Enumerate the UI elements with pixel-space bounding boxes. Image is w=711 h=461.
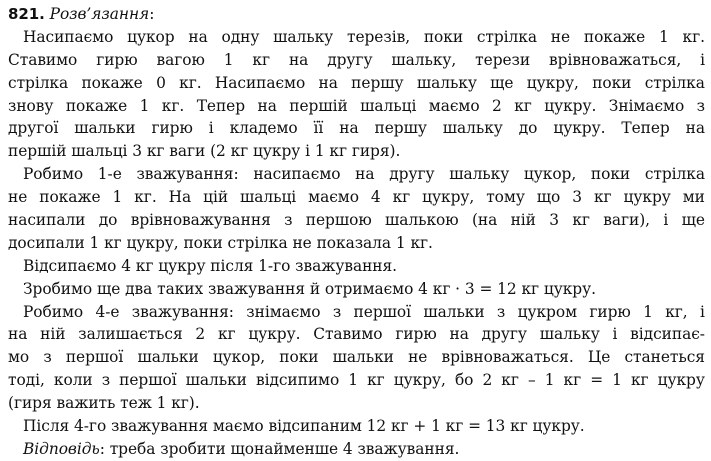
problem-header xyxy=(8,3,705,26)
text-line-last: першій шальці 3 кг ваги (2 кг цукру і 1 кг гиря). xyxy=(8,142,401,161)
text-line: Робимо 1-е зважування: насипаємо на другу шальку цукор, поки стрілка xyxy=(23,165,705,184)
text-line: не покаже 1 кг. На цій шальці маємо 4 кг цукру, тому що 3 кг цукру ми xyxy=(8,188,705,207)
text-line: насипали до врівноважування з першою шалькою (на ній 3 кг ваги), і ще xyxy=(8,211,705,230)
paragraph-2 xyxy=(8,163,705,255)
solution-heading: Розв’язання xyxy=(49,5,150,23)
paragraph-1 xyxy=(8,26,705,163)
text-line: знову покаже 1 кг. Тепер на першій шальці маємо 2 кг цукру. Знімаємо з xyxy=(8,96,705,115)
text-line-last: (гиря важить теж 1 кг). xyxy=(8,394,200,413)
text-line-last: Відсипаємо 4 кг цукру після 1-го зважування. xyxy=(23,256,397,275)
problem-number: 821. xyxy=(8,5,45,23)
text-line-last: досипали 1 кг цукру, поки стрілка не показала 1 кг. xyxy=(8,233,433,252)
text-line: другої шальки гирю і кладемо її на першу шальку до цукру. Тепер на xyxy=(8,119,705,138)
paragraph-5 xyxy=(8,301,705,415)
text-line: Робимо 4-е зважування: знімаємо з першої шальки з цукром гирю 1 кг, і xyxy=(23,302,705,321)
solution-document xyxy=(8,3,705,461)
answer-line xyxy=(8,438,705,461)
text-line: на ній залишається 2 кг цукру. Ставимо гирю на другу шальку і відсипає- xyxy=(8,325,705,344)
solution-heading-colon: : xyxy=(149,5,155,23)
answer-label: Відповідь xyxy=(23,439,100,458)
text-line: Насипаємо цукор на одну шальку терезів, поки стрілка не покаже 1 кг. xyxy=(23,27,705,46)
paragraph-6 xyxy=(8,415,705,438)
text-line-last: Зробимо ще два таких зважування й отримаємо 4 кг · 3 = 12 кг цукру. xyxy=(23,279,596,298)
answer-text: : треба зробити щонайменше 4 зважування. xyxy=(99,439,460,458)
text-line: Ставимо гирю вагою 1 кг на другу шальку, терези врівноважаться, і xyxy=(8,50,705,69)
text-line: стрілка покаже 0 кг. Насипаємо на першу шальку ще цукру, поки стрілка xyxy=(8,73,705,92)
paragraph-3 xyxy=(8,255,705,278)
text-line: тоді, коли з першої шальки відсипимо 1 кг цукру, бо 2 кг – 1 кг = 1 кг цукру xyxy=(8,371,705,390)
text-line-last: Після 4-го зважування маємо відсипаним 12 кг + 1 кг = 13 кг цукру. xyxy=(23,417,585,436)
paragraph-4 xyxy=(8,278,705,301)
text-line: мо з першої шальки цукор, поки шальки не врівноважаться. Це станеться xyxy=(8,348,705,367)
